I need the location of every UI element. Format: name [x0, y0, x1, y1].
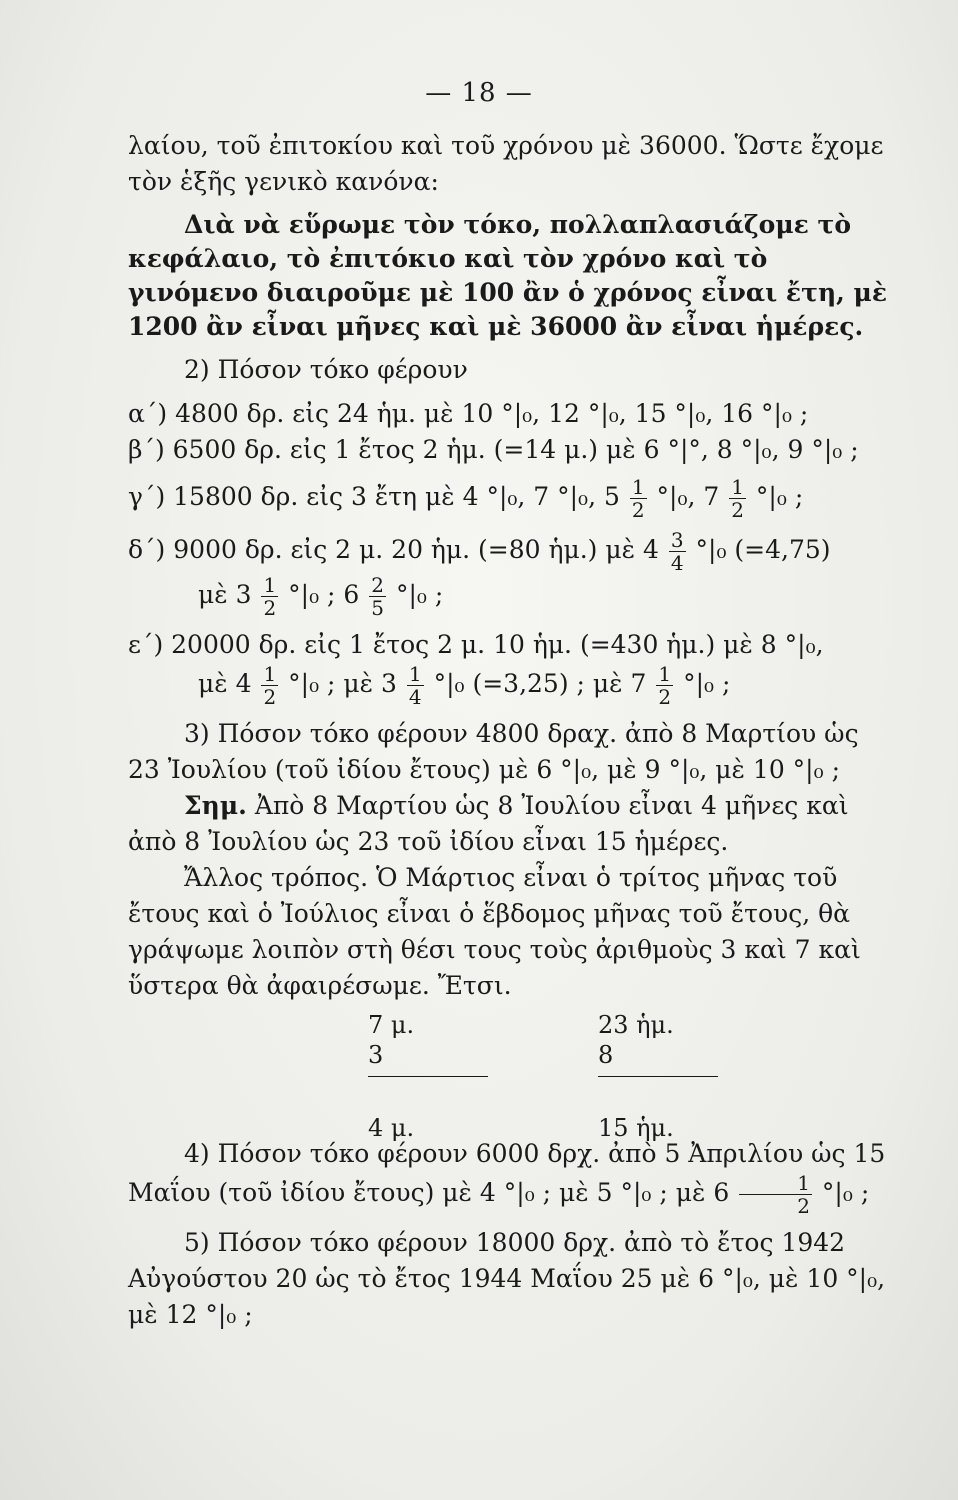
days-minuend: 23 ἡμ.: [598, 1011, 674, 1039]
fraction-one-half: $\frac{1}{2}$: [631, 475, 645, 522]
question-4-end: °|₀ ;: [821, 1178, 870, 1207]
days-rule: [598, 1076, 718, 1107]
question-2d-text: δ΄) 9000 δρ. εἰς 2 μ. 20 ἡμ. (=80 ἡμ.) μὲ 4: [128, 535, 659, 564]
general-rule: Διὰ νὰ εὕρωμε τὸν τόκο, πολλαπλασιάζομε τὸ κεφάλαιο, τὸ ἐπιτόκιο καὶ τὸν χρόνο καὶ τὸ γινόμενο διαιροῦμε μὲ 100 ἂν ὁ χρόνος εἶναι ἔτη, μὲ 1200 ἂν εἶναι μῆνες καὶ μὲ 36000 ἂν εἶναι ἡμέρες.: [128, 210, 888, 341]
note-paragraph: [128, 788, 888, 860]
question-2d-end: °|₀ (=4,75): [695, 535, 831, 564]
question-2d-rates-end: °|₀ ;: [395, 580, 444, 609]
note-label: Σημ.: [184, 791, 247, 820]
months-result: 4 μ.: [368, 1114, 415, 1142]
question-4-text: 4) Πόσον τόκο φέρουν 6000 δρχ. ἀπὸ 5 Ἀπριλίου ὡς 15 Μαΐου (τοῦ ἰδίου ἔτους) μὲ 4 °|₀ ; μὲ 5 °|₀ ; μὲ 6: [128, 1139, 886, 1207]
fraction-three-quarters: $\frac{3}{4}$: [670, 528, 684, 575]
alternative-method: Ἄλλος τρόπος. Ὁ Μάρτιος εἶναι ὁ τρίτος μῆνας τοῦ ἔτους καὶ ὁ Ἰούλιος εἶναι ὁ ἕβδομος μῆνας τοῦ ἔτους, θὰ γράψωμε λοιπὸν στὴ θέσι τους τοὺς ἀριθμοὺς 3 καὶ 7 καὶ ὕστερα θὰ ἀφαιρέσωμε. Ἔτσι.: [128, 863, 861, 1000]
question-2c: [128, 476, 888, 521]
question-2c-end: °|₀ ;: [755, 482, 804, 511]
days-subtrahend: 8: [598, 1041, 614, 1069]
question-2d-rates: [128, 574, 888, 619]
fraction-one-quarter: $\frac{1}{4}$: [408, 662, 422, 709]
question-2e: ε΄) 20000 δρ. εἰς 1 ἔτος 2 μ. 10 ἡμ. (=430 ἡμ.) μὲ 8 °|₀,: [128, 630, 824, 659]
months-column: [368, 1010, 488, 1143]
fraction-one-half: $\frac{1}{2}$: [731, 475, 744, 522]
question-3: 3) Πόσον τόκο φέρουν 4800 δραχ. ἀπὸ 8 Μαρτίου ὡς 23 Ἰουλίου (τοῦ ἰδίου ἔτους) μὲ 6 °|₀, μὲ 9 °|₀, μὲ 10 °|₀ ;: [128, 719, 859, 784]
question-2c-text: γ΄) 15800 δρ. εἰς 3 ἔτη μὲ 4 °|₀, 7 °|₀, 5: [128, 482, 620, 511]
intro-paragraph: λαίου, τοῦ ἐπιτοκίου καὶ τοῦ χρόνου μὲ 36000. Ὥστε ἔχομε τὸν ἑξῆς γενικὸ κανόνα:: [128, 131, 884, 196]
fraction-two-fifths: $\frac{2}{5}$: [371, 573, 385, 620]
fraction-one-half: $\frac{1}{2}$: [263, 662, 277, 709]
months-rule: [368, 1076, 488, 1107]
question-2-heading: 2) Πόσον τόκο φέρουν: [184, 355, 468, 384]
note-text: Ἀπὸ 8 Μαρτίου ὡς 8 Ἰουλίου εἶναι 4 μῆνες καὶ ἀπὸ 8 Ἰουλίου ὡς 23 τοῦ ἰδίου εἶναι 15 ἡμέρες.: [128, 791, 849, 856]
fraction-one-half: $\frac{1}{2}$: [739, 1172, 812, 1217]
days-column: [598, 1010, 718, 1143]
question-2a: α΄) 4800 δρ. εἰς 24 ἡμ. μὲ 10 °|₀, 12 °|₀, 15 °|₀, 16 °|₀ ;: [128, 399, 809, 428]
subtraction-calculation: [128, 1010, 888, 1142]
question-4: [128, 1136, 888, 1217]
page-body: [128, 128, 888, 1333]
question-2d-rates-text: μὲ 3: [198, 580, 252, 609]
fraction-one-half: $\frac{1}{2}$: [658, 662, 672, 709]
months-subtrahend: 3: [368, 1041, 384, 1069]
months-minuend: 7 μ.: [368, 1011, 415, 1039]
question-2d-rates-mid: °|₀ ; 6: [288, 580, 360, 609]
question-5: 5) Πόσον τόκο φέρουν 18000 δρχ. ἀπὸ τὸ ἔτος 1942 Αὐγούστου 20 ὡς τὸ ἔτος 1944 Μαΐου 25 μὲ 6 °|₀, μὲ 10 °|₀, μὲ 12 °|₀ ;: [128, 1228, 886, 1329]
question-2b: β΄) 6500 δρ. εἰς 1 ἔτος 2 ἡμ. (=14 μ.) μὲ 6 °|°, 8 °|₀, 9 °|₀ ;: [128, 435, 859, 464]
question-2c-mid: °|₀, 7: [656, 482, 720, 511]
question-2e-rates: [128, 663, 888, 708]
question-2e-rates-end: °|₀ ;: [683, 669, 731, 698]
page-number: — 18 —: [425, 78, 533, 108]
question-2e-rates-mid2: °|₀ (=3,25) ; μὲ 7: [433, 669, 647, 698]
question-2e-rates-text: μὲ 4: [198, 669, 252, 698]
question-2d: [128, 529, 888, 574]
question-2e-rates-mid: °|₀ ; μὲ 3: [288, 669, 397, 698]
fraction-one-half: $\frac{1}{2}$: [263, 573, 277, 620]
days-result: 15 ἡμ.: [598, 1114, 674, 1142]
